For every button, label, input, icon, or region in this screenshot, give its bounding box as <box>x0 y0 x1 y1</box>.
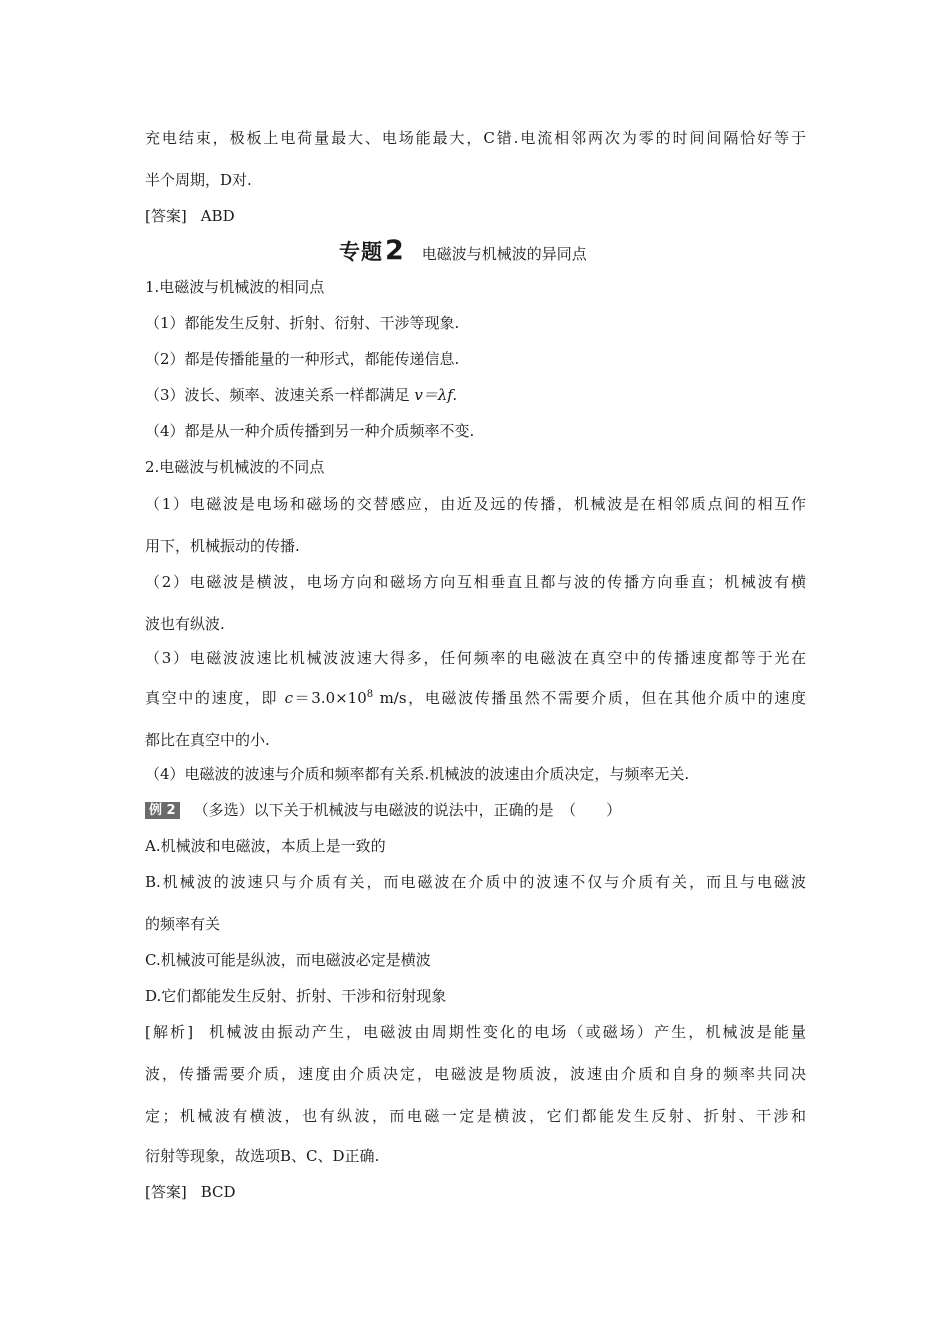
analysis-line: 定；机械波有横波，也有纵波，而电磁一定是横波，它们都能发生反射、折射、干涉和 <box>145 1107 806 1125</box>
list-item: （3）电磁波波速比机械波波速大得多，任何频率的电磁波在真空中的传播速度都等于光在 <box>145 649 806 667</box>
analysis-line: [解析] 机械波由振动产生，电磁波由周期性变化的电场（或磁场）产生，机械波是能量 <box>145 1023 806 1041</box>
list-item: （2）电磁波是横波，电场方向和磁场方向互相垂直且都与波的传播方向垂直；机械波有横 <box>145 573 806 591</box>
list-item: （1）都能发生反射、折射、衍射、干涉等现象. <box>145 314 460 332</box>
list-item: （4）电磁波的波速与介质和频率都有关系.机械波的波速由介质决定，与频率无关. <box>145 765 690 783</box>
section-number: 2 <box>385 235 404 266</box>
answer-value: BCD <box>200 1183 236 1201</box>
list-item-continued: 用下，机械振动的传播. <box>145 537 300 555</box>
list-item: （2）都是传播能量的一种形式，都能传递信息. <box>145 350 460 368</box>
list-item-continued: 波也有纵波. <box>145 615 225 633</box>
list-item: （4）都是从一种介质传播到另一种介质频率不变. <box>145 422 475 440</box>
answer-tag: [答案] <box>145 1183 187 1201</box>
analysis-line: 衍射等现象，故选项B、C、D正确. <box>145 1147 380 1165</box>
list-item: （3）波长、频率、波速关系一样都满足 v＝λf. <box>145 386 458 404</box>
subheading: 1.电磁波与机械波的相同点 <box>145 278 325 296</box>
option-d: D.它们都能发生反射、折射、干涉和衍射现象 <box>145 987 447 1005</box>
answer-tag: [答案] <box>145 207 187 225</box>
analysis-tag: [解析] <box>145 1023 194 1041</box>
list-item-continued: 都比在真空中的小. <box>145 731 270 749</box>
example-question: 例 2 （多选）以下关于机械波与电磁波的说法中，正确的是 （ ） <box>145 800 621 820</box>
subheading: 2.电磁波与机械波的不同点 <box>145 458 325 476</box>
section-label: 专题 <box>339 240 383 264</box>
list-item: （1）电磁波是电场和磁场的交替感应，由近及远的传播，机械波是在相邻质点间的相互作 <box>145 495 806 513</box>
answer-line <box>145 1182 236 1202</box>
exponent: 8 <box>366 689 374 700</box>
answer-value: ABD <box>200 207 235 225</box>
list-item-continued: 真空中的速度，即 $c=3.0\times 10^8$ m/s，电磁波传播虽然不需要介质，但在其他介质中的速度 <box>145 689 806 707</box>
paragraph-line: 充电结束，极板上电荷量最大、电场能最大，C错.电流相邻两次为零的时间间隔恰好等于 <box>145 129 806 147</box>
paragraph-line: 半个周期，D对. <box>145 171 252 189</box>
section-title: 电磁波与机械波的异同点 <box>421 245 587 263</box>
example-badge: 例 2 <box>145 802 180 819</box>
answer-line <box>145 206 235 226</box>
section-heading <box>339 233 587 265</box>
option-b: B.机械波的波速只与介质有关，而电磁波在介质中的波速不仅与介质有关，而且与电磁波 <box>145 873 806 891</box>
formula: v＝λf. <box>414 386 458 404</box>
analysis-line: 波，传播需要介质，速度由介质决定，电磁波是物质波，波速由介质和自身的频率共同决 <box>145 1065 806 1083</box>
formula-variable: c <box>284 689 293 707</box>
option-b-continued: 的频率有关 <box>145 915 221 933</box>
option-c: C.机械波可能是纵波，而电磁波必定是横波 <box>145 951 431 969</box>
option-a: A.机械波和电磁波，本质上是一致的 <box>145 837 386 855</box>
